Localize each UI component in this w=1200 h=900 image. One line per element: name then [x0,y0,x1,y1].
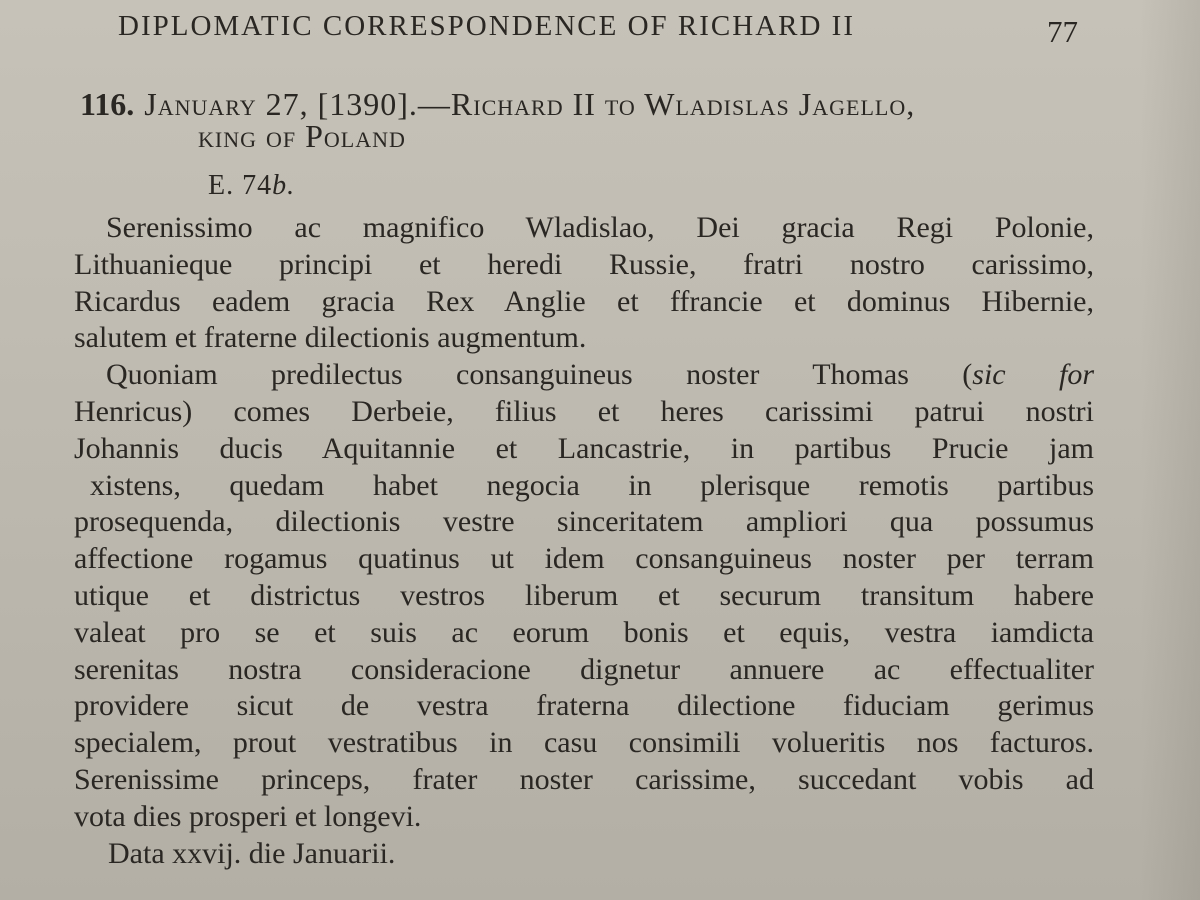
text-line: salutem et fraterne dilectionis augmentum. [74,321,587,355]
source-reference-prefix: E. 74 [208,170,273,201]
text-line: Henricus) comes Derbeie, filius et heres carissimi patrui nostri [74,394,1094,428]
text-line-with-note [74,357,1094,394]
text-line: specialem, prout vestratibus in casu consimili volueritis nos facturos. [74,726,1094,760]
letter-text [74,210,1094,872]
running-head [118,10,1078,50]
text-line: prosequenda, dilectionis vestre sinceritatem ampliori qua possumus [74,505,1094,539]
source-reference-suffix: b. [272,170,296,201]
page-number: 77 [1047,14,1078,49]
heading-date-and-parties: January 27, [1390].—Richard II to Wladislas Jagello, [144,86,916,122]
text-line: affectione rogamus quatinus ut idem consanguineus noster per terram [74,542,1094,576]
dating-clause: Data xxvij. die Januarii. [108,836,396,870]
source-reference [208,170,295,202]
text-line: valeat pro se et suis ac eorum bonis et equis, vestra iamdicta [74,615,1094,649]
text-line-segment: Quoniam predilectus consanguineus noster Thomas ( [106,358,973,392]
text-line: Johannis ducis Aquitannie et Lancastrie, in partibus Prucie jam [74,431,1094,465]
text-line: Lithuanieque principi et heredi Russie, fratri nostro carissimo, [74,247,1094,281]
heading-recipient: king of Poland [198,118,406,154]
text-line: Ricardus eadem gracia Rex Anglie et ffrancie et dominus Hibernie, [74,284,1094,318]
text-line: Serenissimo ac magnifico Wladislao, Dei gracia Regi Polonie, [106,211,1094,244]
running-title: DIPLOMATIC CORRESPONDENCE OF RICHARD II [118,10,855,42]
text-line: vota dies prosperi et longevi. [74,799,422,833]
text-line: Serenissime princeps, frater noster carissime, succedant vobis ad [74,762,1094,796]
document-number: 116. [80,86,135,122]
document-heading [80,85,1120,154]
text-line: utique et districtus vestros liberum et securum transitum habere [74,578,1094,612]
text-line: serenitas nostra consideracione dignetur annuere ac effectualiter [74,652,1094,686]
text-line: providere sicut de vestra fraterna dilectione fiduciam gerimus [74,689,1094,723]
text-line: xistens, quedam habet negocia in plerisque remotis partibus [90,468,1094,502]
editorial-sic-note: sic for [972,358,1094,392]
